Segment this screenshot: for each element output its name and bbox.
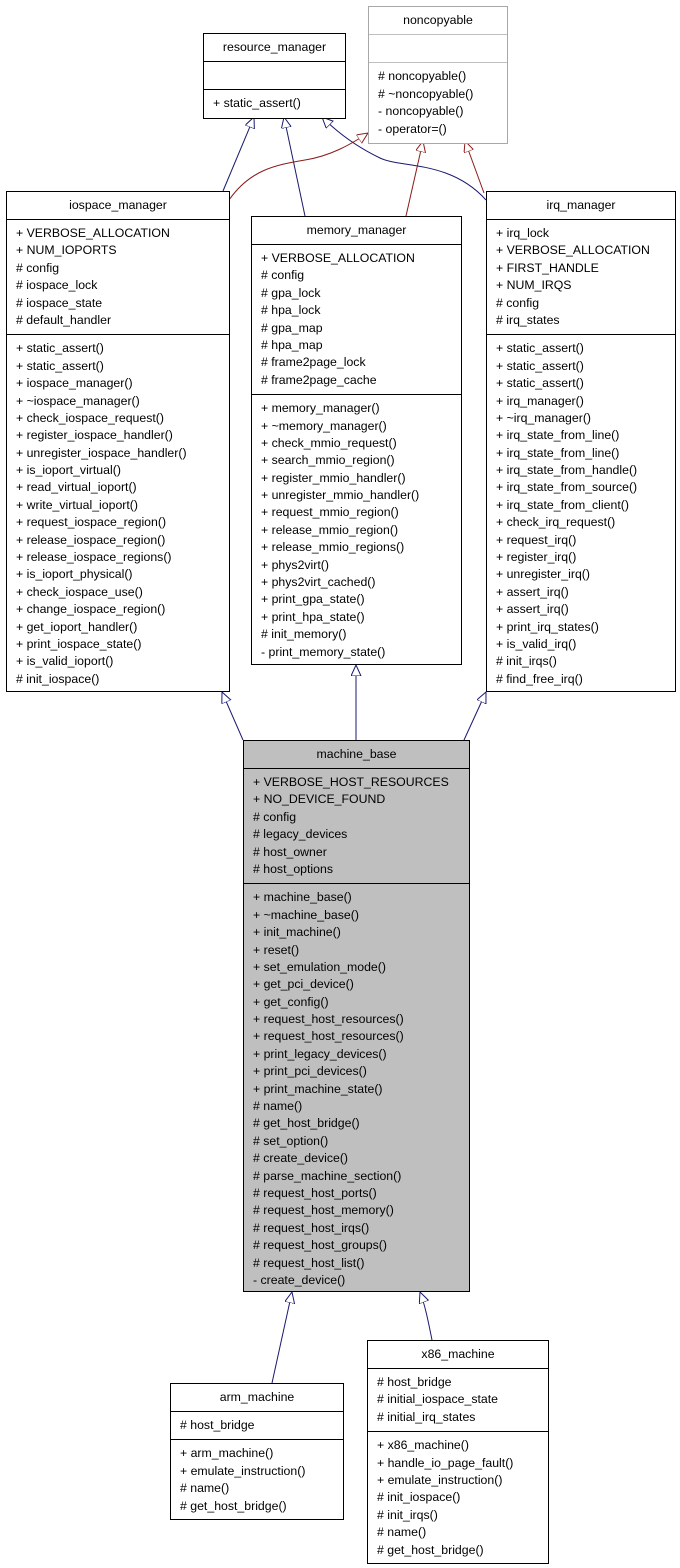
methods-section (7, 335, 229, 693)
attribute-item: # host_owner (253, 844, 327, 859)
method-item: - print_memory_state() (261, 644, 386, 659)
attribute-item: + VERBOSE_ALLOCATION (261, 251, 415, 265)
method-item: # name() (180, 1481, 230, 1496)
attribute-item: # frame2page_lock (261, 355, 366, 370)
method-item: + read_virtual_ioport() (16, 480, 137, 495)
edge-irq-to-noncopyable (465, 141, 484, 193)
method-item: + request_iospace_region() (16, 515, 167, 530)
method-item: # ~noncopyable() (378, 86, 474, 101)
class-box-memory-manager[interactable] (251, 216, 462, 665)
attribute-item: + NUM_IRQS (496, 278, 572, 293)
method-item: - operator=() (378, 121, 447, 136)
class-box-machine-base[interactable] (243, 740, 470, 1292)
class-title: arm_machine (171, 1384, 343, 1412)
method-item: # request_host_memory() (253, 1203, 394, 1218)
edge-machine-to-iospace (222, 692, 243, 740)
attributes-section (244, 769, 469, 884)
method-item: + write_virtual_ioport() (16, 497, 138, 512)
class-box-arm-machine[interactable] (170, 1383, 344, 1520)
class-box-x86-machine[interactable] (367, 1340, 549, 1564)
method-item: + is_ioport_physical() (16, 567, 133, 582)
method-item: + static_assert() (213, 96, 301, 111)
method-item: + ~memory_manager() (261, 418, 387, 433)
method-item: - create_device() (253, 1272, 346, 1287)
attribute-item: # initial_iospace_state (377, 1392, 498, 1407)
attributes-section (171, 1412, 343, 1440)
method-item: + phys2virt() (261, 557, 329, 572)
method-item: # noncopyable() (378, 69, 467, 84)
method-item: + ~iospace_manager() (16, 393, 140, 408)
method-item: # init_iospace() (377, 1490, 461, 1505)
methods-section (204, 90, 345, 117)
method-item: # request_host_ports() (253, 1185, 377, 1200)
method-item: + static_assert() (16, 358, 104, 373)
attribute-item: # host_bridge (377, 1375, 452, 1389)
class-box-resource-manager[interactable] (203, 33, 346, 119)
method-item: + print_iospace_state() (16, 636, 142, 651)
method-item: + get_config() (253, 994, 329, 1009)
method-item: + irq_manager() (496, 393, 584, 408)
methods-section (487, 335, 675, 693)
method-item: # name() (253, 1099, 303, 1114)
method-item: + print_gpa_state() (261, 592, 365, 607)
method-item: + phys2virt_cached() (261, 575, 376, 590)
class-title: resource_manager (204, 34, 345, 62)
method-item: + print_hpa_state() (261, 609, 365, 624)
edge-memory-to-resource (284, 117, 305, 216)
method-item: + init_machine() (253, 925, 341, 940)
method-item: + unregister_iospace_handler() (16, 445, 187, 460)
method-item: # request_host_groups() (253, 1238, 387, 1253)
method-item: + request_host_resources() (253, 1029, 404, 1044)
methods-section (369, 63, 507, 143)
method-item: + register_mmio_handler() (261, 470, 406, 485)
method-item: + print_pci_devices() (253, 1064, 367, 1079)
method-item: # get_host_bridge() (253, 1116, 360, 1131)
method-item: + set_emulation_mode() (253, 959, 386, 974)
method-item: + release_iospace_regions() (16, 550, 172, 565)
attribute-item: # initial_irq_states (377, 1409, 476, 1424)
method-item: # get_host_bridge() (377, 1542, 484, 1557)
method-item: + irq_state_from_source() (496, 480, 638, 495)
method-item: + search_mmio_region() (261, 453, 395, 468)
method-item: + assert_irq() (496, 584, 569, 599)
method-item: + irq_state_from_client() (496, 497, 629, 512)
attribute-item: # hpa_map (261, 337, 323, 352)
attribute-item: + VERBOSE_ALLOCATION (496, 243, 650, 258)
methods-section (252, 395, 461, 666)
class-title: noncopyable (369, 7, 507, 35)
method-item: # init_iospace() (16, 671, 100, 686)
class-title: memory_manager (252, 217, 461, 245)
attribute-item: + FIRST_HANDLE (496, 260, 599, 275)
method-item: + check_irq_request() (496, 515, 616, 530)
attribute-item: # config (16, 260, 60, 275)
method-item: + get_pci_device() (253, 977, 354, 992)
method-item: # find_free_irq() (496, 671, 583, 686)
attribute-item: # host_options (253, 861, 333, 876)
method-item: + emulate_instruction() (377, 1472, 503, 1487)
methods-section (171, 1440, 343, 1520)
method-item: + irq_state_from_line() (496, 428, 620, 443)
method-item: + print_legacy_devices() (253, 1046, 387, 1061)
attribute-item: # config (253, 809, 297, 824)
method-item: + unregister_irq() (496, 567, 590, 582)
method-item: # set_option() (253, 1133, 329, 1148)
method-item: + register_irq() (496, 550, 577, 565)
attribute-item: # default_handler (16, 312, 112, 327)
attribute-item: # legacy_devices (253, 827, 348, 842)
method-item: # init_irqs() (377, 1507, 438, 1522)
attribute-item: # gpa_map (261, 320, 323, 335)
method-item: + request_mmio_region() (261, 505, 399, 520)
edge-iospace-to-noncopyable (229, 133, 368, 200)
attribute-item: # host_bridge (180, 1418, 255, 1432)
attributes-section (7, 220, 229, 335)
method-item: + static_assert() (16, 341, 104, 356)
method-item: + emulate_instruction() (180, 1463, 306, 1478)
attribute-item: + VERBOSE_ALLOCATION (16, 226, 170, 240)
method-item: + check_mmio_request() (261, 435, 397, 450)
method-item: + get_ioport_handler() (16, 619, 138, 634)
method-item: + release_mmio_region() (261, 522, 399, 537)
attributes-section (252, 245, 461, 395)
attribute-item: + VERBOSE_HOST_RESOURCES (253, 775, 449, 789)
method-item: + change_iospace_region() (16, 602, 166, 617)
method-item: + memory_manager() (261, 401, 380, 416)
method-item: + is_valid_ioport() (16, 654, 114, 669)
method-item: + unregister_mmio_handler() (261, 488, 420, 503)
method-item: + reset() (253, 942, 300, 957)
method-item: + release_mmio_regions() (261, 540, 405, 555)
attributes-section (369, 35, 507, 63)
method-item: + assert_irq() (496, 602, 569, 617)
method-item: + request_host_resources() (253, 1012, 404, 1027)
attribute-item: + NO_DEVICE_FOUND (253, 792, 386, 807)
attribute-item: # iospace_state (16, 295, 103, 310)
attribute-item: + irq_lock (496, 226, 549, 240)
attribute-item: # iospace_lock (16, 278, 98, 293)
attribute-item: + NUM_IOPORTS (16, 243, 117, 258)
edge-x86-to-machine (420, 1292, 432, 1340)
methods-section (368, 1432, 548, 1564)
method-item: + is_ioport_virtual() (16, 463, 121, 478)
method-item: + machine_base() (253, 890, 352, 905)
method-item: + x86_machine() (377, 1438, 469, 1453)
class-title: iospace_manager (7, 192, 229, 220)
method-item: + handle_io_page_fault() (377, 1455, 514, 1470)
methods-section (244, 884, 469, 1294)
method-item: + irq_state_from_line() (496, 445, 620, 460)
method-item: + check_iospace_request() (16, 410, 164, 425)
method-item: # init_irqs() (496, 654, 557, 669)
attribute-item: # hpa_lock (261, 303, 321, 318)
method-item: + check_iospace_use() (16, 584, 143, 599)
class-title: x86_machine (368, 1341, 548, 1369)
class-box-irq-manager[interactable] (486, 191, 676, 692)
method-item: + irq_state_from_handle() (496, 463, 638, 478)
attributes-section (204, 62, 345, 90)
attribute-item: # config (261, 268, 305, 283)
method-item: # request_host_list() (253, 1255, 365, 1270)
attribute-item: # irq_states (496, 312, 560, 327)
attributes-section (487, 220, 675, 335)
method-item: + static_assert() (496, 358, 584, 373)
method-item: # request_host_irqs() (253, 1220, 370, 1235)
edge-memory-to-noncopyable (406, 141, 423, 216)
edge-machine-to-irq (464, 692, 486, 740)
method-item: # get_host_bridge() (180, 1498, 287, 1513)
attributes-section (368, 1369, 548, 1432)
method-item: + ~machine_base() (253, 907, 359, 922)
method-item: + static_assert() (496, 341, 584, 356)
method-item: + register_iospace_handler() (16, 428, 173, 443)
class-title: machine_base (244, 741, 469, 769)
method-item: # create_device() (253, 1151, 349, 1166)
attribute-item: # frame2page_cache (261, 372, 377, 387)
method-item: + print_irq_states() (496, 619, 599, 634)
method-item: + ~irq_manager() (496, 410, 592, 425)
class-box-iospace-manager[interactable] (6, 191, 230, 692)
method-item: + print_machine_state() (253, 1081, 383, 1096)
class-box-noncopyable[interactable] (368, 6, 508, 144)
class-title: irq_manager (487, 192, 675, 220)
method-item: + static_assert() (496, 376, 584, 391)
method-item: # name() (377, 1525, 427, 1540)
method-item: - noncopyable() (378, 104, 464, 119)
edge-arm-to-machine (272, 1292, 292, 1383)
method-item: # init_memory() (261, 627, 347, 642)
method-item: + release_iospace_region() (16, 532, 166, 547)
method-item: # parse_machine_section() (253, 1168, 402, 1183)
method-item: + arm_machine() (180, 1446, 274, 1461)
method-item: + iospace_manager() (16, 376, 133, 391)
edge-iospace-to-resource (223, 117, 254, 191)
method-item: + is_valid_irq() (496, 636, 577, 651)
attribute-item: # config (496, 295, 540, 310)
attribute-item: # gpa_lock (261, 285, 321, 300)
method-item: + request_irq() (496, 532, 577, 547)
